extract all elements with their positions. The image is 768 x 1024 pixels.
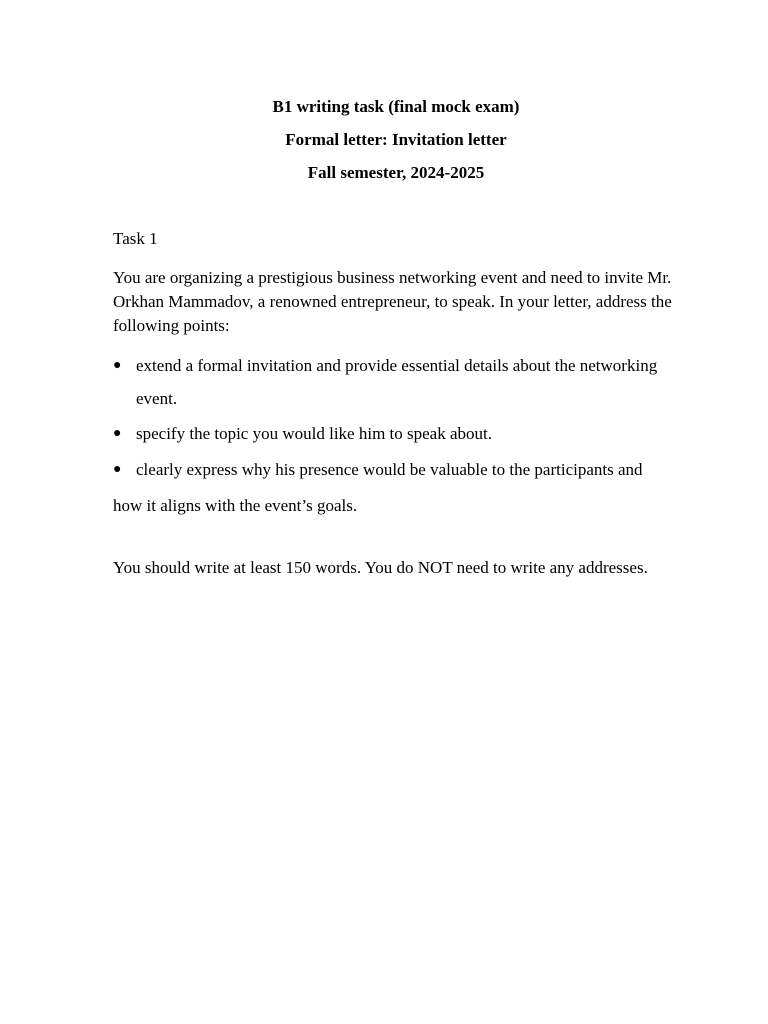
bullet-item-1 [113, 349, 693, 415]
bullet-icon: ● [113, 462, 122, 477]
document-title: B1 writing task (final mock exam) [272, 97, 520, 116]
closing-instruction: You should write at least 150 words. You do NOT need to write any addresses. [113, 558, 648, 577]
bullet-item-3 [113, 453, 693, 486]
bullet-text: clearly express why his presence would be valuable to the participants and [136, 460, 643, 479]
bullet-icon: ● [113, 358, 122, 373]
bullet-continuation-text: how it aligns with the event’s goals. [113, 496, 358, 515]
bullet-text: extend a formal invitation and provide essential details about the networking event. [136, 356, 658, 408]
task-intro-paragraph: You are organizing a prestigious business networking event and need to invite Mr. Orkhan Mammadov, a renowned entrepreneur, to speak. In your letter, address the following points: [113, 268, 672, 335]
semester-label: Fall semester, 2024-2025 [307, 163, 485, 182]
bullet-text: specify the topic you would like him to speak about. [136, 424, 492, 443]
bullet-icon: ● [113, 426, 122, 441]
task-label: Task 1 [113, 229, 158, 248]
bullet-item-2 [113, 417, 693, 450]
document-subtitle: Formal letter: Invitation letter [285, 130, 507, 149]
